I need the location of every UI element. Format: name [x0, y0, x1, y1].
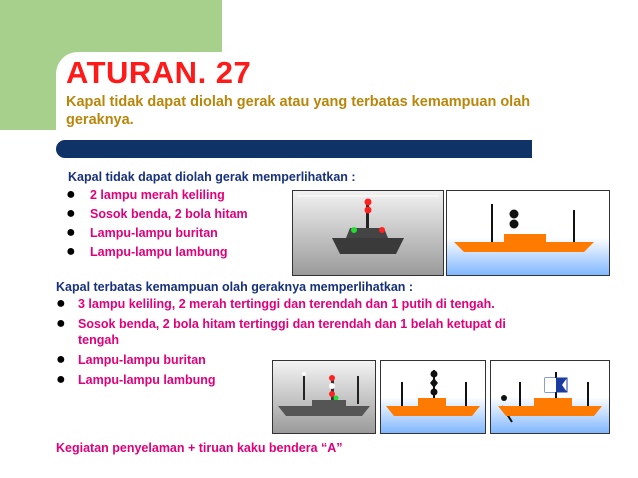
restricted-ship-lights-illustration — [272, 360, 376, 434]
footer-note: Kegiatan penyelaman + tiruan kaku bendera “A” — [56, 441, 343, 455]
restricted-ship-shapes-illustration — [380, 360, 486, 434]
list-item: ● Lampu-lampu buritan — [66, 224, 218, 241]
diving-flag-a-illustration — [490, 360, 610, 434]
bullet-icon: ● — [66, 224, 76, 241]
bullet-icon: ● — [56, 351, 66, 368]
section1-heading: Kapal tidak dapat diolah gerak memperlihatkan : — [68, 170, 356, 184]
list-item: ● 2 lampu merah keliling — [66, 186, 225, 203]
list-item: ● Lampu-lampu lambung — [66, 243, 228, 260]
ship-night-lights-illustration — [292, 190, 444, 276]
bullet-icon: ● — [66, 186, 76, 203]
bullet-icon: ● — [56, 315, 66, 332]
section1-list — [66, 186, 248, 262]
ship-day-shapes-illustration — [446, 190, 610, 276]
slide-title: ATURAN. 27 — [66, 55, 252, 90]
list-item: ● Lampu-lampu lambung — [56, 371, 216, 388]
bullet-icon: ● — [56, 295, 66, 312]
list-item: ● Lampu-lampu buritan — [56, 351, 206, 368]
navy-divider-bar — [56, 140, 532, 158]
slide-subtitle: Kapal tidak dapat diolah gerak atau yang terbatas kemampuan olah geraknya. — [66, 94, 531, 128]
section2-heading: Kapal terbatas kemampuan olah geraknya memperlihatkan : — [56, 280, 414, 294]
list-item: ● 3 lampu keliling, 2 merah tertinggi dan terendah dan 1 putih di tengah. — [56, 295, 495, 312]
bullet-icon: ● — [66, 243, 76, 260]
bullet-icon: ● — [66, 205, 76, 222]
list-item: ● Sosok benda, 2 bola hitam tertinggi dan terendah dan 1 belah ketupat di tengah — [56, 315, 506, 347]
list-item: ● Sosok benda, 2 bola hitam — [66, 205, 248, 222]
bullet-icon: ● — [56, 371, 66, 388]
